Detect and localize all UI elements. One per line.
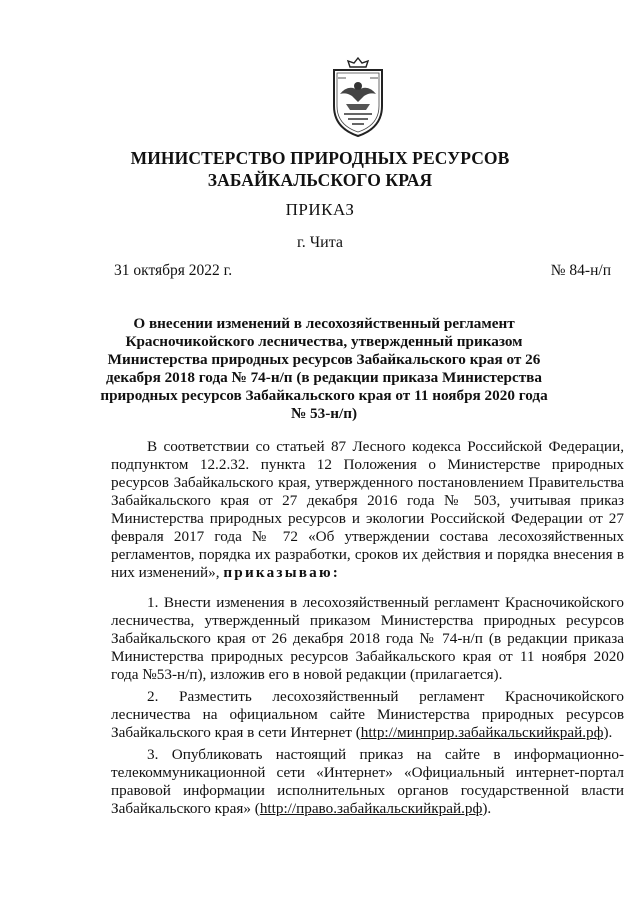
document-number: № 84-н/п: [550, 262, 611, 279]
item-3-end: ).: [482, 800, 492, 817]
item-3-text: 3. Опубликовать настоящий приказ на сайте в информационно-телекоммуникационной сети «Интернет» «Официальный интернет-портал правовой информации исполнительных органов государственной власти Забайкальского края» (: [111, 746, 624, 817]
preamble-emphasis: приказываю:: [223, 564, 341, 581]
legal-portal-link[interactable]: http://право.забайкальскийкрай.рф: [259, 800, 483, 817]
ministry-name-line-2: ЗАБАЙКАЛЬСКОГО КРАЯ: [207, 170, 433, 190]
coat-of-arms-icon: [326, 56, 390, 138]
item-3-paragraph: [111, 746, 624, 818]
document-type: ПРИКАЗ: [285, 200, 355, 219]
preamble-paragraph: [111, 438, 624, 582]
item-2-paragraph: [111, 688, 624, 742]
ministry-name-line-1: МИНИСТЕРСТВО ПРИРОДНЫХ РЕСУРСОВ: [130, 148, 510, 168]
item-2-text: 2. Разместить лесохозяйственный регламент Красночикойского лесничества на официальном сайте Министерства природных ресурсов Забайкальского края в сети Интернет (: [111, 688, 624, 741]
ministry-site-link[interactable]: http://минприр.забайкальскийкрай.рф: [360, 724, 604, 741]
document-date: 31 октября 2022 г.: [114, 262, 233, 279]
document-body: [111, 438, 624, 822]
document-title: О внесении изменений в лесохозяйственный регламент Красночикойского лесничества, утвержденный приказом Министерства природных ресурсов Забайкальского края от 26 декабря 2018 года № 74-н/п (в редакции приказа Министерства природных ресурсов Забайкальского края от 11 ноября 2020 года № 53-н/п): [100, 315, 548, 422]
preamble-text: В соответствии со статьей 87 Лесного кодекса Российской Федерации, подпунктом 12.2.32. пункта 12 Положения о Министерстве природных ресурсов Забайкальского края, утвержденного постановлением Правительства Забайкальского края от 27 декабря 2016 года № 503, учитывая приказ Министерства природных ресурсов и экологии Российской Федерации от 27 февраля 2017 года № 72 «Об утверждении состава лесохозяйственных регламентов, порядка их разработки, сроков их действия и порядка внесения в них изменений»,: [111, 438, 624, 581]
item-2-end: ).: [603, 724, 613, 741]
item-1-paragraph: 1. Внести изменения в лесохозяйственный регламент Красночикойского лесничества, утвержденный приказом Министерства природных ресурсов Забайкальского края от 26 декабря 2018 года № 74-н/п (в редакции приказа Министерства природных ресурсов Забайкальского края от 11 ноября 2020 года №53-н/п), изложив его в новой редакции (прилагается).: [111, 594, 624, 683]
city: г. Чита: [296, 234, 343, 251]
